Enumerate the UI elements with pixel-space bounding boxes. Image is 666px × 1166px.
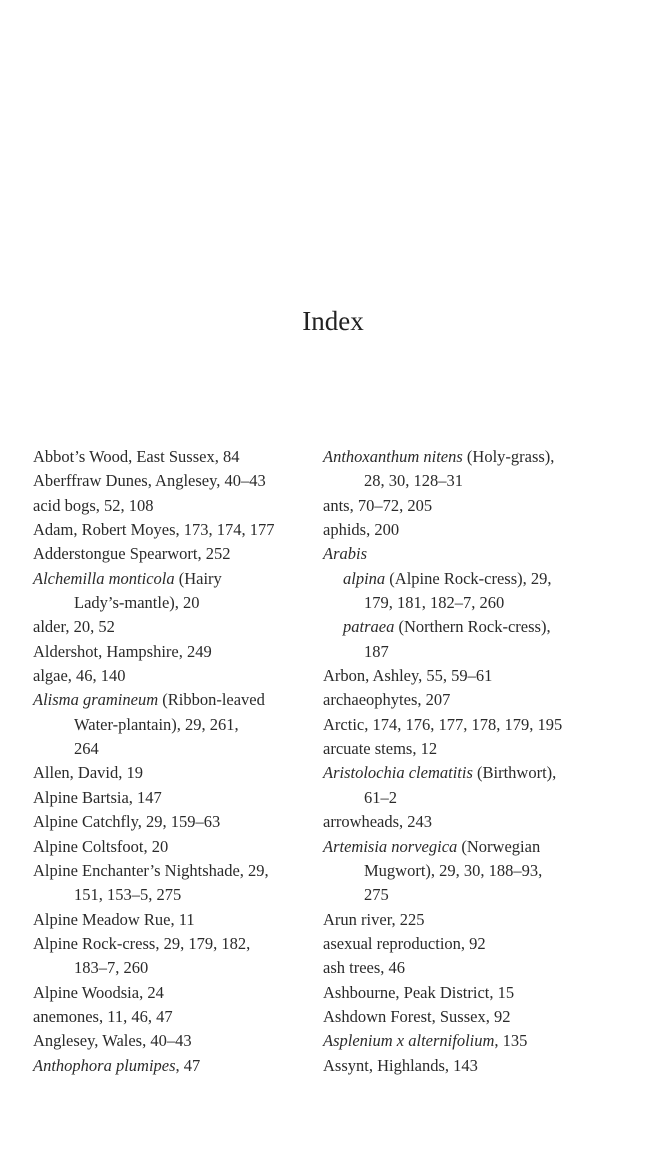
index-entry-line (33, 469, 313, 493)
index-entry-line (33, 786, 313, 810)
index-text: ants, 70–72, 205 (323, 495, 433, 515)
index-entry-line (33, 810, 313, 834)
index-text: 28, 30, 128–31 (364, 471, 463, 491)
index-text: 151, 153–5, 275 (74, 885, 182, 905)
index-text: (Alpine Rock-cress), 29, (385, 568, 552, 588)
index-text: Alpine Rock-cress, 29, 179, 182, (33, 933, 251, 953)
index-term: Arabis (323, 544, 368, 564)
index-entry-line (33, 981, 313, 1005)
index-entry-line (323, 1029, 613, 1053)
index-text: Ashdown Forest, Sussex, 92 (323, 1006, 511, 1026)
index-text: Arbon, Ashley, 55, 59–61 (323, 666, 493, 686)
index-term: alpina (343, 568, 386, 588)
index-text: archaeophytes, 207 (323, 690, 451, 710)
index-entry-line (323, 664, 613, 688)
index-entry-line (323, 1005, 613, 1029)
index-entry-line (323, 591, 613, 615)
index-text: Lady’s-mantle), 20 (74, 593, 200, 613)
index-text: Arctic, 174, 176, 177, 178, 179, 195 (323, 714, 563, 734)
index-text: Adam, Robert Moyes, 173, 174, 177 (33, 520, 275, 540)
index-text: aphids, 200 (323, 520, 400, 540)
index-term: Anthophora plumipes (33, 1055, 176, 1075)
index-entry-line (323, 761, 613, 785)
index-entry-line (33, 615, 313, 639)
index-text: Water-plantain), 29, 261, (74, 714, 239, 734)
index-text: Ashbourne, Peak District, 15 (323, 982, 515, 1002)
index-entry-line (33, 591, 313, 615)
index-entry-line (323, 713, 613, 737)
index-entry-line (323, 981, 613, 1005)
index-entry-line (33, 932, 313, 956)
index-entry-line (33, 883, 313, 907)
index-entry-line (33, 494, 313, 518)
index-text: , 135 (494, 1031, 528, 1051)
index-text: acid bogs, 52, 108 (33, 495, 154, 515)
index-entry-line (323, 494, 613, 518)
index-text: Arun river, 225 (323, 909, 425, 929)
index-column-right (323, 445, 613, 1078)
index-entry-line (323, 640, 613, 664)
index-entry-line (33, 542, 313, 566)
index-entry-line (323, 883, 613, 907)
index-entry-line (33, 737, 313, 761)
page-title: Index (302, 306, 364, 336)
index-text: arcuate stems, 12 (323, 739, 438, 759)
index-entry-line (323, 859, 613, 883)
index-text: 183–7, 260 (74, 958, 149, 978)
index-text: Alpine Bartsia, 147 (33, 787, 162, 807)
index-text: Assynt, Highlands, 143 (323, 1055, 478, 1075)
index-entry-line (323, 542, 613, 566)
index-text: Allen, David, 19 (33, 763, 143, 783)
index-text: (Hairy (174, 568, 222, 588)
index-entry-line (33, 688, 313, 712)
index-entry-line (323, 786, 613, 810)
index-text: 264 (74, 739, 99, 759)
index-term: Aristolochia clematitis (323, 763, 473, 783)
index-text: alder, 20, 52 (33, 617, 115, 637)
index-text: Alpine Meadow Rue, 11 (33, 909, 195, 929)
index-entry-line (33, 640, 313, 664)
index-text: , 47 (175, 1055, 201, 1075)
index-entry-line (33, 835, 313, 859)
index-entry-line (33, 956, 313, 980)
index-term: Asplenium x alternifolium (323, 1031, 495, 1051)
index-entry-line (323, 615, 613, 639)
index-entry-line (33, 1005, 313, 1029)
index-entry-line (33, 761, 313, 785)
index-text: Aldershot, Hampshire, 249 (33, 641, 212, 661)
index-text: 187 (364, 641, 389, 661)
index-entry-line (323, 567, 613, 591)
index-text: anemones, 11, 46, 47 (33, 1006, 173, 1026)
index-text: arrowheads, 243 (323, 812, 433, 832)
index-entry-line (323, 688, 613, 712)
index-entry-line (33, 664, 313, 688)
index-entry-line (323, 445, 613, 469)
index-term: Alisma gramineum (33, 690, 159, 710)
index-entry-line (323, 956, 613, 980)
index-text: Aberffraw Dunes, Anglesey, 40–43 (33, 471, 266, 491)
index-entry-line (33, 1054, 313, 1078)
index-text: 275 (364, 885, 389, 905)
index-text: ash trees, 46 (323, 958, 406, 978)
index-entry-line (323, 835, 613, 859)
index-entry-line (33, 908, 313, 932)
index-text: (Birthwort), (472, 763, 557, 783)
index-entry-line (33, 518, 313, 542)
index-text: Adderstongue Spearwort, 252 (33, 544, 231, 564)
index-text: Alpine Enchanter’s Nightshade, 29, (33, 860, 269, 880)
index-text: asexual reproduction, 92 (323, 933, 486, 953)
index-entry-line (323, 908, 613, 932)
index-entry-line (323, 1054, 613, 1078)
index-entry-line (323, 518, 613, 542)
index-column-left (33, 445, 313, 1078)
index-text: Alpine Catchfly, 29, 159–63 (33, 812, 221, 832)
index-text: (Holy-grass), (462, 447, 555, 466)
index-text: 61–2 (364, 787, 397, 807)
index-entry-line (323, 932, 613, 956)
index-term: patraea (343, 617, 395, 637)
index-text: (Northern Rock-cress), (394, 617, 551, 637)
index-text: Alpine Woodsia, 24 (33, 982, 164, 1002)
index-entry-line (33, 1029, 313, 1053)
index-text: Alpine Coltsfoot, 20 (33, 836, 169, 856)
index-term: Anthoxanthum nitens (323, 447, 463, 466)
index-entry-line (323, 737, 613, 761)
index-text: Abbot’s Wood, East Sussex, 84 (33, 447, 240, 466)
index-entry-line (323, 810, 613, 834)
index-entry-line (33, 445, 313, 469)
index-text: (Ribbon-leaved (158, 690, 265, 710)
index-text: (Norwegian (457, 836, 541, 856)
index-text: Mugwort), 29, 30, 188–93, (364, 860, 543, 880)
index-entry-line (33, 713, 313, 737)
index-text: 179, 181, 182–7, 260 (364, 593, 505, 613)
index-text: algae, 46, 140 (33, 666, 126, 686)
index-term: Artemisia norvegica (323, 836, 458, 856)
index-entry-line (323, 469, 613, 493)
index-entry-line (33, 859, 313, 883)
index-term: Alchemilla monticola (33, 568, 175, 588)
index-text: Anglesey, Wales, 40–43 (33, 1031, 192, 1051)
index-entry-line (33, 567, 313, 591)
